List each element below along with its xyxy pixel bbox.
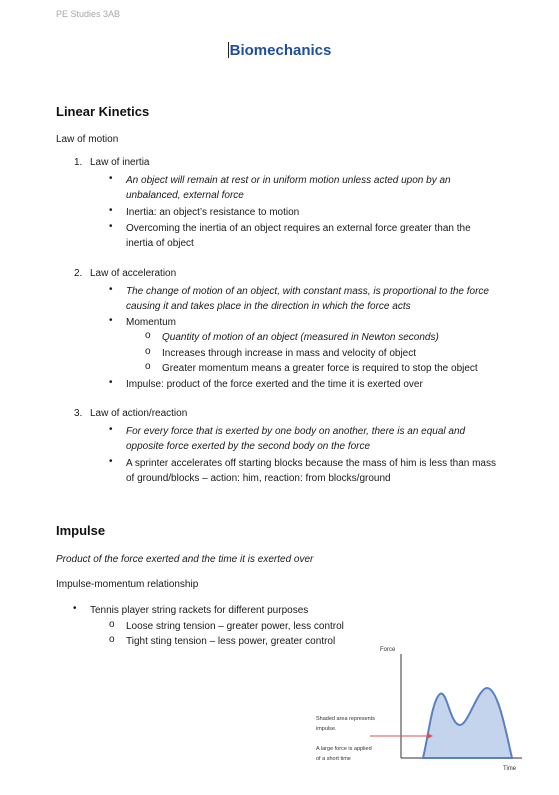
bullet-dot: • [109, 221, 113, 232]
law-1-bullet-3-line-2: inertia of object [126, 238, 194, 249]
section-heading-impulse: Impulse [56, 523, 106, 538]
bullet-dot: • [109, 173, 113, 184]
law-2-bullet-1-line-2: causing it and takes place in the direction in which the force acts [126, 301, 411, 312]
law-1-bullet-3-line-1: Overcoming the inertia of an object requires an external force greater than the [126, 223, 471, 234]
annotation-shaded-line-2: impulse. [316, 726, 337, 732]
x-axis-label: Time [503, 766, 517, 772]
force-time-graph [300, 640, 540, 780]
bullet-dot: • [109, 205, 113, 216]
bullet-dot: • [109, 456, 113, 467]
law-3-bullet-2-line-1: A sprinter accelerates off starting blocks because the mass of him is less than mass [126, 458, 496, 469]
law-3-title: Law of action/reaction [90, 408, 188, 419]
bullet-dot: • [109, 377, 113, 388]
bullet-dot: • [109, 284, 113, 295]
law-of-motion-label: Law of motion [56, 134, 119, 145]
law-1-title: Law of inertia [90, 157, 150, 168]
law-2-number: 2. [74, 268, 83, 279]
law-2-bullet-impulse: Impulse: product of the force exerted and the time it is exerted over [126, 379, 423, 390]
law-2-bullet-momentum: Momentum [126, 317, 177, 328]
bullet-dot: • [109, 315, 113, 326]
law-3-number: 3. [74, 408, 83, 419]
page-header: PE Studies 3AB [56, 9, 121, 19]
sub-bullet-circle: o [145, 346, 151, 357]
law-3-bullet-1-line-1: For every force that is exerted by one body on another, there is an equal and [126, 426, 466, 437]
bullet-dot: • [73, 603, 77, 614]
annotation-force-line-1: A large force is applied [316, 746, 372, 752]
impulse-area [423, 688, 512, 758]
impulse-momentum-relationship: Impulse-momentum relationship [56, 579, 199, 590]
section-heading-linear-kinetics: Linear Kinetics [56, 104, 150, 119]
law-2-title: Law of acceleration [90, 268, 177, 279]
impulse-sub-2: Tight sting tension – less power, greater control [126, 636, 336, 647]
momentum-sub-1: Quantity of motion of an object (measured in Newton seconds) [162, 332, 439, 343]
sub-bullet-circle: o [109, 619, 115, 630]
page-title-text: Biomechanics [229, 42, 332, 59]
bullet-dot: • [109, 424, 113, 435]
momentum-sub-3: Greater momentum means a greater force is required to stop the object [162, 363, 478, 374]
momentum-sub-2: Increases through increase in mass and velocity of object [162, 348, 417, 359]
sub-bullet-circle: o [109, 634, 115, 645]
impulse-definition: Product of the force exerted and the time it is exerted over [56, 554, 314, 565]
annotation-shaded-line-1: Shaded area represents [316, 716, 376, 722]
law-1-bullet-1-line-1: An object will remain at rest or in uniform motion unless acted upon by an [126, 175, 451, 186]
annotation-force-line-2: of a short time [316, 756, 351, 762]
impulse-sub-1: Loose string tension – greater power, less control [126, 621, 344, 632]
law-3-bullet-1-line-2: opposite force exerted by the second body on the force [126, 441, 371, 452]
law-3-bullet-2-line-2: of ground/blocks – action: him, reaction: from blocks/ground [126, 473, 391, 484]
law-1-bullet-2: Inertia: an object’s resistance to motion [126, 207, 300, 218]
sub-bullet-circle: o [145, 330, 151, 341]
law-1-number: 1. [74, 157, 83, 168]
law-1-bullet-1-line-2: unbalanced, external force [126, 190, 244, 201]
page-title [0, 42, 559, 59]
y-axis-label: Force [380, 647, 396, 653]
impulse-bullet-tennis: Tennis player string rackets for different purposes [90, 605, 309, 616]
sub-bullet-circle: o [145, 361, 151, 372]
law-2-bullet-1-line-1: The change of motion of an object, with constant mass, is proportional to the force [126, 286, 489, 297]
text-cursor [228, 42, 229, 58]
